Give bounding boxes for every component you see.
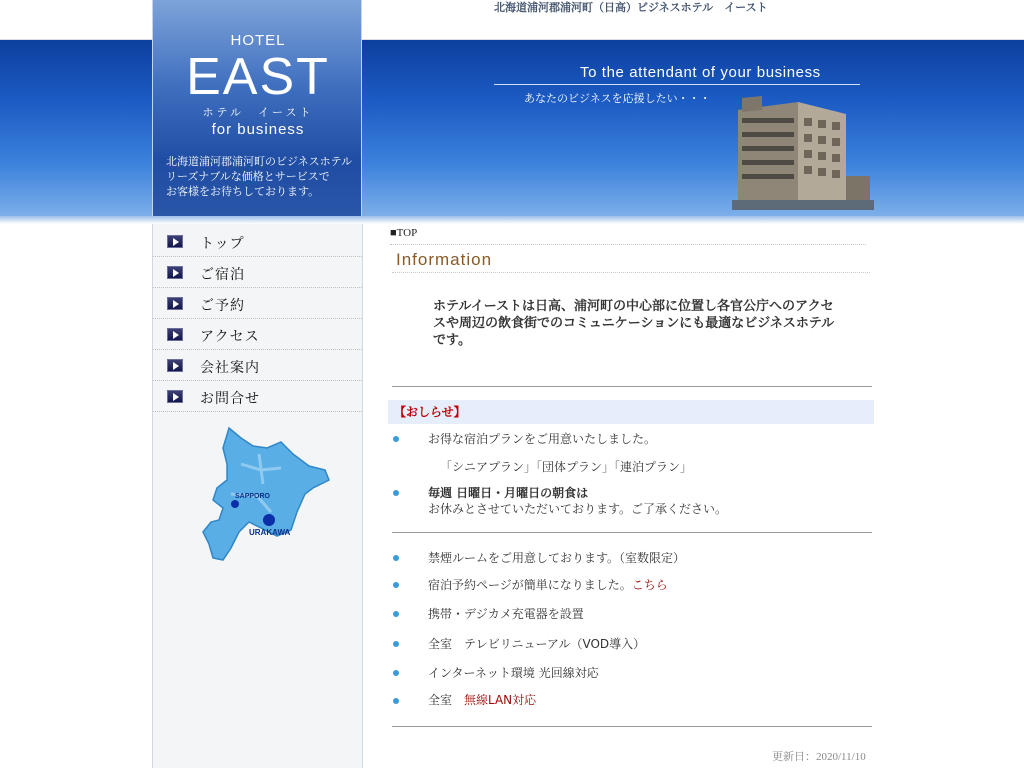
notice-plans-text: お得な宿泊プランをご用意いたしました。 <box>428 432 657 446</box>
notice-header <box>388 400 874 424</box>
logo-description <box>166 154 361 199</box>
sidebar <box>152 224 363 768</box>
logo-block[interactable] <box>152 0 362 216</box>
urakawa-marker <box>263 514 275 526</box>
arrow-right-icon <box>167 297 183 310</box>
nav-item-top[interactable] <box>153 226 362 257</box>
list-item-internet: インターネット環境 光回線対応 <box>428 666 599 680</box>
list-item-nonsmoking: 禁煙ルームをご用意しております。（室数限定） <box>428 551 686 565</box>
nav-item-stay[interactable] <box>153 257 362 288</box>
header-address-title: 北海道浦河郡浦河町（日高）ビジネスホテル イースト <box>494 1 768 14</box>
list-item-tv: 全室 テレビリニューアル（VOD導入） <box>428 637 646 651</box>
nav-label: 会社案内 <box>200 360 260 376</box>
arrow-right-icon <box>167 235 183 248</box>
nav-item-contact[interactable] <box>153 381 362 412</box>
logo-desc-line-1: 北海道浦河郡浦河町のビジネスホテル <box>166 155 353 168</box>
arrow-right-icon <box>167 328 183 341</box>
divider <box>392 532 872 533</box>
notice-plans-list: 「シニアプラン」「団体プラン」「連泊プラン」 <box>440 460 693 474</box>
nav-label: お問合せ <box>200 391 260 407</box>
logo-desc-line-2: リーズナブルな価格とサービスで <box>166 170 330 183</box>
map-label-sapporo: SAPPORO <box>235 493 271 500</box>
notice-breakfast-body: お休みとさせていただいております。ご了承ください。 <box>428 502 728 516</box>
list-item-text: 全室 <box>428 693 465 707</box>
notice-label: 【おしらせ】 <box>394 405 466 419</box>
tagline-english: To the attendant of your business <box>580 64 821 81</box>
breadcrumb: ■TOP <box>390 227 418 239</box>
nav-item-access[interactable] <box>153 319 362 350</box>
main-content <box>384 224 874 768</box>
nav-label: アクセス <box>200 329 260 345</box>
arrow-right-icon <box>167 359 183 372</box>
wifi-link[interactable]: 無線LAN対応 <box>464 693 537 707</box>
logo-kana-text: ホテル イースト <box>202 106 314 119</box>
breadcrumb-divider <box>390 244 866 245</box>
hotel-building-image <box>728 96 878 216</box>
logo-east-text: EAST <box>186 48 330 106</box>
bullet-icon <box>393 641 399 647</box>
notice-breakfast-title: 毎週 日曜日・月曜日の朝食は <box>428 486 589 500</box>
tagline-japanese: あなたのビジネスを応援したい・・・ <box>524 92 711 105</box>
list-item-charger: 携帯・デジカメ充電器を設置 <box>428 607 584 621</box>
logo-hotel-text: HOTEL <box>230 32 286 49</box>
bullet-icon <box>393 490 399 496</box>
nav-item-company[interactable] <box>153 350 362 381</box>
nav-item-reservation[interactable] <box>153 288 362 319</box>
section-title: Information <box>396 250 493 269</box>
arrow-right-icon <box>167 266 183 279</box>
nav-label: ご宿泊 <box>200 267 245 283</box>
bullet-icon <box>393 611 399 617</box>
bullet-icon <box>393 436 399 442</box>
map-label-urakawa: URAKAWA <box>249 528 291 537</box>
reservation-link[interactable]: こちら <box>631 578 668 592</box>
header-band-shadow <box>0 216 1024 224</box>
bullet-icon <box>393 582 399 588</box>
hokkaido-map[interactable] <box>201 424 333 564</box>
logo-for-business: for business <box>211 121 305 138</box>
bullet-icon <box>393 698 399 704</box>
sapporo-marker <box>231 500 239 508</box>
arrow-right-icon <box>167 390 183 403</box>
nav-label: トップ <box>200 236 245 252</box>
divider <box>392 386 872 387</box>
bullet-icon <box>393 670 399 676</box>
section-title-divider <box>392 272 870 273</box>
nav-label: ご予約 <box>200 298 245 314</box>
list-item-reservation <box>428 576 668 593</box>
bullet-icon <box>393 555 399 561</box>
intro-text: ホテルイーストは日高、浦河町の中心部に位置し各官公庁へのアクセスや周辺の飲食街でのコミュニケーションにも最適なビジネスホテルです。 <box>433 299 835 348</box>
updated-date: 更新日：2020/11/10 <box>772 751 866 763</box>
logo-desc-line-3: お客様をお待ちしております。 <box>166 185 320 198</box>
list-item-text: 宿泊予約ページが簡単になりました。 <box>428 578 632 592</box>
divider <box>392 726 872 727</box>
list-item-wifi <box>428 691 536 708</box>
tagline-divider <box>494 84 860 85</box>
